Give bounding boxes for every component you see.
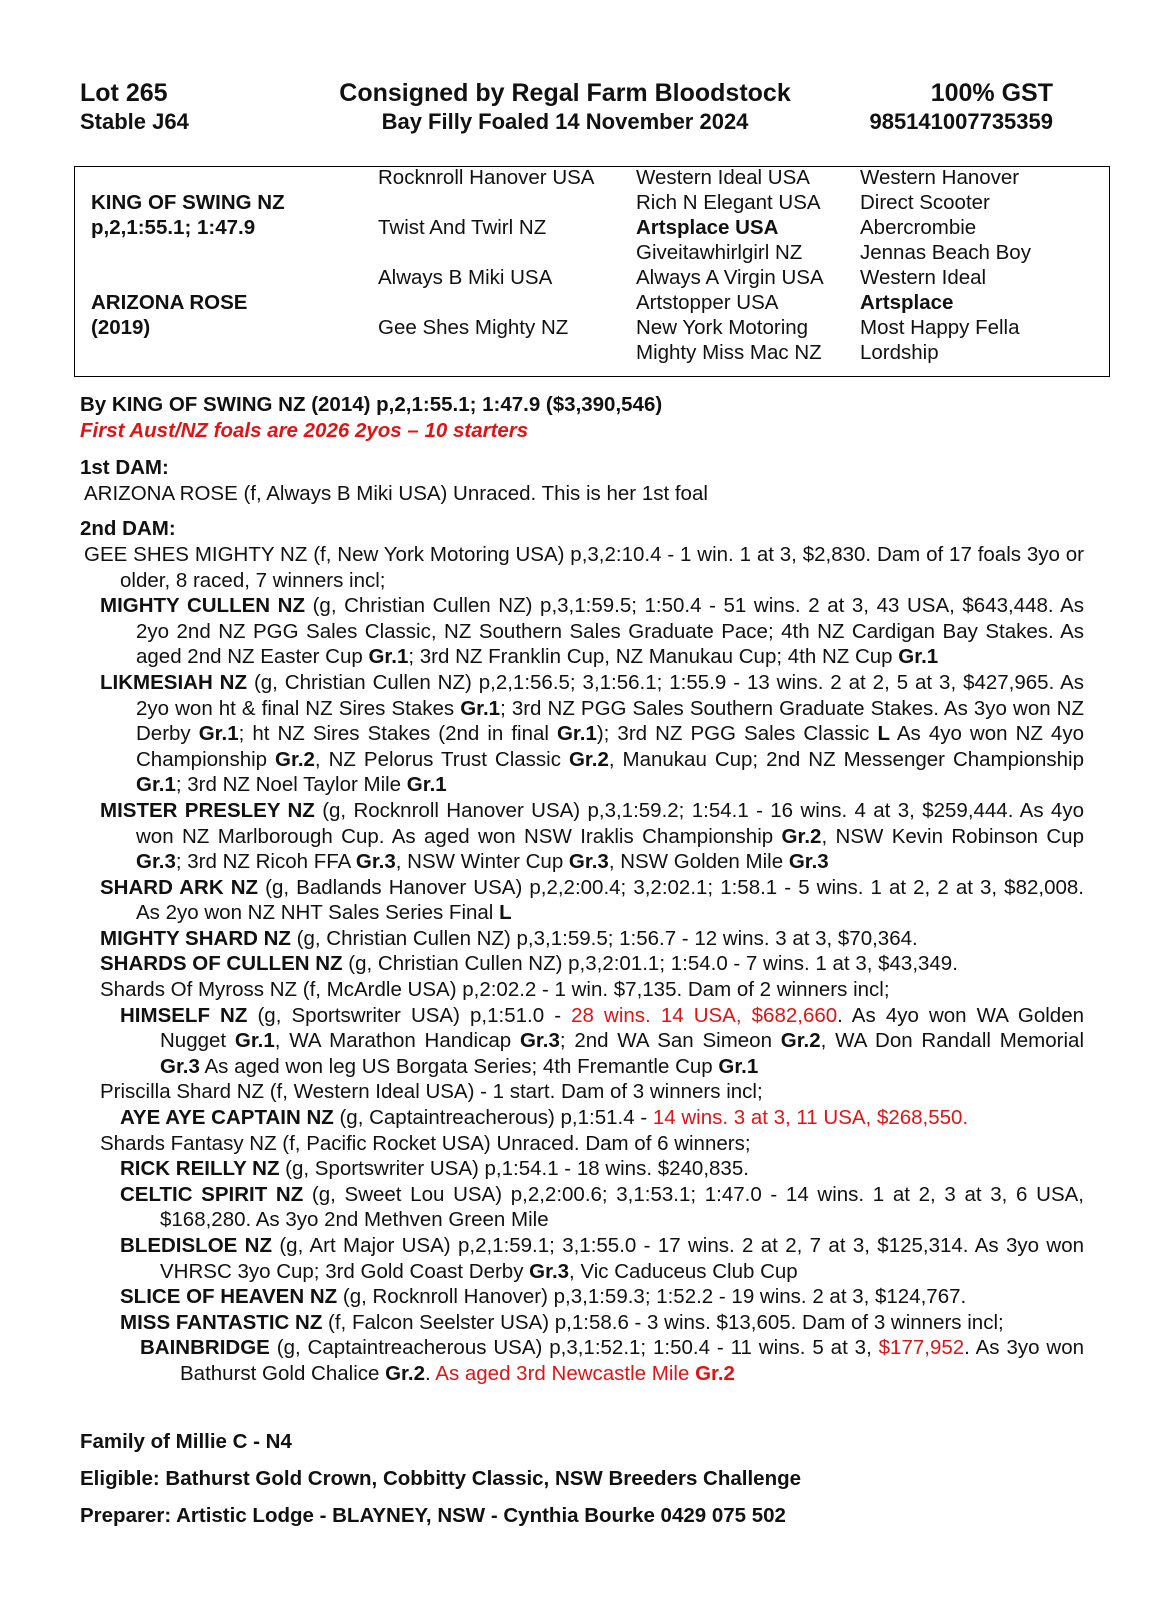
- progeny-entry: RICK REILLY NZ (g, Sportswriter USA) p,1:54.1 - 18 wins. $240,835.: [120, 1157, 749, 1181]
- pedigree-gen2-item: Always B Miki USA: [378, 266, 553, 289]
- progeny-entry: HIMSELF NZ (g, Sportswriter USA) p,1:51.0 - 28 wins. 14 USA, $682,660. As 4yo won WA Golden Nugget Gr.1, WA Marathon Handicap Gr.3; 2nd WA San Simeon Gr.2, WA Don Randall Memorial Gr.3 As aged won leg US Borgata Series; 4th Fremantle Cup Gr.1: [120, 1003, 1084, 1078]
- daughter-entry: Shards Fantasy NZ (f, Pacific Rocket USA) Unraced. Dam of 6 winners;: [100, 1131, 751, 1155]
- pedigree-sire-record: p,2,1:55.1; 1:47.9: [91, 216, 256, 239]
- pedigree-gen3-item: Artsplace USA: [636, 216, 779, 239]
- pedigree-gen3-item: Giveitawhirlgirl NZ: [636, 241, 803, 264]
- microchip-number: 985141007735359: [869, 109, 1053, 134]
- pedigree-gen4-item: Western Hanover: [860, 166, 1020, 189]
- pedigree-gen3-item: Western Ideal USA: [636, 166, 810, 189]
- eligible-line: Eligible: Bathurst Gold Crown, Cobbitty Classic, NSW Breeders Challenge: [80, 1467, 802, 1490]
- pedigree-gen4-item: Abercrombie: [860, 216, 977, 239]
- progeny-entry: MIGHTY SHARD NZ (g, Christian Cullen NZ) p,3,1:59.5; 1:56.7 - 12 wins. 3 at 3, $70,364.: [100, 926, 918, 950]
- progeny-entry: MIGHTY CULLEN NZ (g, Christian Cullen NZ) p,3,1:59.5; 1:50.4 - 51 wins. 2 at 3, 43 USA, $643,448. As 2yo 2nd NZ PGG Sales Classic, NZ Southern Sales Graduate Pace; 4th NZ Cardigan Bay Stakes. As aged 2nd NZ Easter Cup Gr.1; 3rd NZ Franklin Cup, NZ Manukau Cup; 4th NZ Cup Gr.1: [100, 594, 1084, 669]
- first-dam-heading: 1st DAM:: [80, 456, 169, 480]
- horse-name: CELTIC SPIRIT NZ: [120, 1182, 304, 1206]
- horse-name: MISTER PRESLEY NZ: [100, 798, 315, 822]
- progeny-entry: SHARD ARK NZ (g, Badlands Hanover USA) p,2,2:00.4; 3,2:02.1; 1:58.1 - 5 wins. 1 at 2, 2 at 3, $82,008. As 2yo won NZ NHT Sales Series Final L: [100, 875, 1084, 925]
- daughter-entry: Priscilla Shard NZ (f, Western Ideal USA) - 1 start. Dam of 3 winners incl;: [100, 1080, 763, 1104]
- first-dam-text: ARIZONA ROSE (f, Always B Miki USA) Unraced. This is her 1st foal: [84, 481, 708, 505]
- pedigree-gen3-item: Rich N Elegant USA: [636, 191, 821, 214]
- progeny-entry: AYE AYE CAPTAIN NZ (g, Captaintreacherous) p,1:51.4 - 14 wins. 3 at 3, 11 USA, $268,550.: [120, 1106, 969, 1130]
- lot-description: Bay Filly Foaled 14 November 2024: [381, 109, 749, 134]
- daughter-entry: Shards Of Myross NZ (f, McArdle USA) p,2:02.2 - 1 win. $7,135. Dam of 2 winners incl;: [100, 978, 890, 1002]
- pedigree-gen4-item: Western Ideal: [860, 266, 987, 289]
- progeny-entry: BLEDISLOE NZ (g, Art Major USA) p,2,1:59.1; 3,1:55.0 - 17 wins. 2 at 2, 7 at 3, $125,314. As 3yo won VHRSC 3yo Cup; 3rd Gold Coast Derby Gr.3, Vic Caduceus Club Cup: [120, 1234, 1085, 1283]
- sire-summary: By KING OF SWING NZ (2014) p,2,1:55.1; 1:47.9 ($3,390,546): [80, 393, 663, 416]
- gst-label: 100% GST: [930, 79, 1053, 107]
- pedigree-gen4-item: Artsplace: [860, 291, 954, 314]
- pedigree-gen3-item: Always A Virgin USA: [636, 266, 824, 289]
- pedigree-gen3-item: Artstopper USA: [636, 291, 779, 314]
- stable-number: Stable J64: [80, 109, 189, 134]
- pedigree-gen2-item: Twist And Twirl NZ: [378, 216, 547, 239]
- pedigree-gen3-item: New York Motoring: [636, 316, 809, 339]
- horse-name: BAINBRIDGE: [140, 1336, 270, 1360]
- preparer-line: Preparer: Artistic Lodge - BLAYNEY, NSW - Cynthia Bourke 0429 075 502: [80, 1504, 786, 1527]
- progeny-entry: SHARDS OF CULLEN NZ (g, Christian Cullen NZ) p,3,2:01.1; 1:54.0 - 7 wins. 1 at 3, $43,349.: [100, 952, 958, 976]
- progeny-entry: LIKMESIAH NZ (g, Christian Cullen NZ) p,2,1:56.5; 3,1:56.1; 1:55.9 - 13 wins. 2 at 2, 5 at 3, $427,965. As 2yo won ht & final NZ Sires Stakes Gr.1; 3rd NZ PGG Sales Southern Graduate Stakes. As 3yo won NZ Derby Gr.1; ht NZ Sires Stakes (2nd in final Gr.1); 3rd NZ PGG Sales Classic L As 4yo won NZ 4yo Championship Gr.2, NZ Pelorus Trust Classic Gr.2, Manukau Cup; 2nd NZ Messenger Championship Gr.1; 3rd NZ Noel Taylor Mile Gr.1: [100, 670, 1084, 797]
- pedigree-gen4-item: Direct Scooter: [860, 191, 990, 214]
- horse-name: SHARD ARK NZ: [100, 875, 259, 899]
- pedigree-gen4-item: Jennas Beach Boy: [860, 241, 1031, 264]
- lot-number: Lot 265: [80, 79, 168, 107]
- family-line: Family of Millie C - N4: [80, 1430, 292, 1453]
- horse-name: BLEDISLOE NZ: [120, 1234, 272, 1257]
- progeny-entry: MISS FANTASTIC NZ (f, Falcon Seelster USA) p,1:58.6 - 3 wins. $13,605. Dam of 3 winners incl;: [120, 1310, 1004, 1334]
- progeny-entry: BAINBRIDGE (g, Captaintreacherous USA) p,3,1:52.1; 1:50.4 - 11 wins. 5 at 3, $177,952. As 3yo won Bathurst Gold Chalice Gr.2. As aged 3rd Newcastle Mile Gr.2: [140, 1336, 1084, 1385]
- pedigree-dam: ARIZONA ROSE: [91, 291, 248, 314]
- horse-name: MIGHTY CULLEN NZ: [100, 594, 305, 618]
- horse-name: LIKMESIAH NZ: [100, 670, 248, 694]
- horse-name: AYE AYE CAPTAIN NZ: [120, 1106, 334, 1130]
- progeny-entry: SLICE OF HEAVEN NZ (g, Rocknroll Hanover) p,3,1:59.3; 1:52.2 - 19 wins. 2 at 3, $124,767.: [120, 1285, 967, 1309]
- pedigree-gen3-item: Mighty Miss Mac NZ: [636, 341, 822, 364]
- horse-name: SHARDS OF CULLEN NZ: [100, 952, 343, 976]
- horse-name: MIGHTY SHARD NZ: [100, 926, 291, 950]
- pedigree-dam-year: (2019): [91, 316, 151, 339]
- progeny-entry: CELTIC SPIRIT NZ (g, Sweet Lou USA) p,2,2:00.6; 3,1:53.1; 1:47.0 - 14 wins. 1 at 2, 3 at 3, 6 USA, $168,280. As 3yo 2nd Methven Green Mile: [120, 1182, 1084, 1232]
- horse-name: MISS FANTASTIC NZ: [120, 1310, 323, 1334]
- pedigree-gen2-item: Rocknroll Hanover USA: [378, 166, 595, 189]
- horse-name: RICK REILLY NZ: [120, 1157, 280, 1181]
- second-dam-intro: GEE SHES MIGHTY NZ (f, New York Motoring USA) p,3,2:10.4 - 1 win. 1 at 3, $2,830. Dam of 17 foals 3yo or older, 8 raced, 7 winners incl;: [84, 542, 1084, 592]
- progeny-entry: MISTER PRESLEY NZ (g, Rocknroll Hanover USA) p,3,1:59.2; 1:54.1 - 16 wins. 4 at 3, $259,444. As 4yo won NZ Marlborough Cup. As aged won NSW Iraklis Championship Gr.2, NSW Kevin Robinson Cup Gr.3; 3rd NZ Ricoh FFA Gr.3, NSW Winter Cup Gr.3, NSW Golden Mile Gr.3: [100, 798, 1084, 874]
- pedigree-gen4-item: Lordship: [860, 341, 939, 364]
- pedigree-table: [74, 166, 1110, 377]
- sire-note: First Aust/NZ foals are 2026 2yos – 10 starters: [80, 418, 529, 442]
- horse-name: HIMSELF NZ: [120, 1003, 248, 1027]
- pedigree-gen2-item: Gee Shes Mighty NZ: [378, 316, 569, 339]
- catalogue-body: [80, 392, 1084, 1387]
- consignor: Consigned by Regal Farm Bloodstock: [339, 79, 791, 107]
- pedigree-gen4-item: Most Happy Fella: [860, 316, 1020, 339]
- horse-name: SLICE OF HEAVEN NZ: [120, 1285, 338, 1309]
- pedigree-sire: KING OF SWING NZ: [91, 191, 285, 214]
- second-dam-heading: 2nd DAM:: [80, 517, 176, 541]
